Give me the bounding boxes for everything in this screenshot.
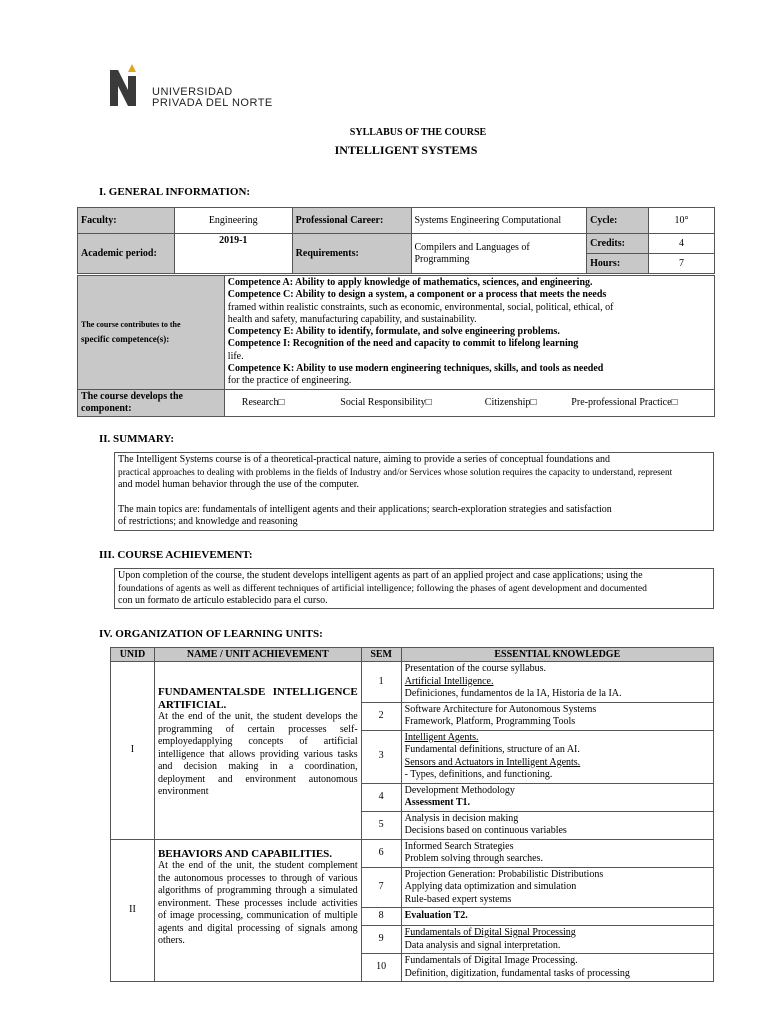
week-number: 5 <box>361 811 401 839</box>
requirements-label: Requirements: <box>292 234 411 274</box>
competence-e: Competency E: Ability to identify, formulate, and solve engineering problems. <box>227 326 560 338</box>
faculty-value: Engineering <box>174 208 292 234</box>
component-research-label: Research <box>241 397 279 409</box>
units-table <box>110 647 714 982</box>
checkbox-icon: □ <box>278 397 285 409</box>
credits-value: 4 <box>649 234 715 254</box>
unit-id: I <box>111 662 155 840</box>
week-content <box>401 702 713 730</box>
summary-line2: practical approaches to dealing with problems in the fields of Industry and/or Services whose solution requires the capacity to understand, represent <box>118 467 673 478</box>
knowledge-line: Decisions based on continuous variables <box>404 825 567 836</box>
general-info-heading: I. GENERAL INFORMATION: <box>99 186 251 198</box>
week-number: 7 <box>361 867 401 908</box>
university-logo-icon <box>106 62 146 108</box>
career-label: Professional Career: <box>292 208 411 234</box>
competence-i: Competence I: Recognition of the need and capacity to commit to lifelong learning <box>227 338 579 350</box>
component-citizenship-label: Citizenship <box>484 397 531 409</box>
competence-k-cont: for the practice of engineering. <box>227 375 352 387</box>
knowledge-line: Software Architecture for Autonomous Systems <box>404 703 597 715</box>
knowledge-line: Fundamentals of Digital Image Processing. <box>404 955 578 966</box>
knowledge-line: Rule-based expert systems <box>404 893 512 905</box>
course-title: INTELLIGENT SYSTEMS <box>334 143 478 157</box>
competence-label-line2: specific competence(s): <box>81 334 170 345</box>
component-social-label: Social Responsibility <box>340 397 426 409</box>
university-name-line2: PRIVADA DEL NORTE <box>152 97 273 109</box>
knowledge-line: Fundamentals of Digital Signal Processing <box>404 927 576 938</box>
week-content <box>401 839 713 867</box>
component-practice <box>571 397 677 408</box>
week-number: 2 <box>361 702 401 730</box>
competence-label <box>78 276 225 390</box>
week-number: 3 <box>361 730 401 783</box>
summary-line5: of restrictions; and knowledge and reasoning <box>118 516 298 527</box>
week-number: 4 <box>361 783 401 811</box>
component-citizenship <box>485 397 569 408</box>
hours-value: 7 <box>649 254 715 274</box>
cycle-value: 10° <box>649 208 715 234</box>
achievement-heading: III. COURSE ACHIEVEMENT: <box>99 549 253 561</box>
university-name <box>152 87 273 109</box>
competence-c-cont1: framed within realistic constraints, such as economic, environmental, social, political, ethical, of <box>227 301 614 313</box>
knowledge-line: Informed Search Strategies <box>404 840 514 852</box>
unit-id: II <box>111 839 155 982</box>
syllabus-label: SYLLABUS OF THE COURSE <box>349 127 487 138</box>
checkbox-icon: □ <box>671 397 678 409</box>
component-list <box>224 389 714 416</box>
develops-label: The course develops the component: <box>78 389 225 416</box>
col-unid: UNID <box>111 648 155 662</box>
achievement-box <box>114 568 714 609</box>
week-content <box>401 908 713 926</box>
table-row <box>111 662 714 703</box>
week-number: 9 <box>361 926 401 954</box>
knowledge-line: Definiciones, fundamentos de la IA, Historia de la IA. <box>404 688 622 699</box>
knowledge-line: Assessment T1. <box>404 797 471 808</box>
knowledge-line: Evaluation T2. <box>404 910 468 922</box>
knowledge-line: Applying data optimization and simulation <box>404 881 577 892</box>
unit-achievement <box>154 662 361 840</box>
unit-achievement <box>154 839 361 982</box>
competence-a: Competence A: Ability to apply knowledge of mathematics, sciences, and engineering. <box>227 277 593 288</box>
knowledge-line: Problem solving through searches. <box>404 853 543 864</box>
knowledge-line: Projection Generation: Probabilistic Distributions <box>404 868 604 880</box>
col-name: NAME / UNIT ACHIEVEMENT <box>154 648 361 662</box>
week-number: 6 <box>361 839 401 867</box>
period-value: 2019-1 <box>174 234 292 274</box>
summary-line4: The main topics are: fundamentals of intelligent agents and their applications; search-exploration strategies and satisfaction <box>118 503 612 515</box>
knowledge-line: Fundamental definitions, structure of an AI. <box>404 744 580 755</box>
week-number: 8 <box>361 908 401 926</box>
week-content <box>401 662 713 703</box>
component-research <box>228 397 338 408</box>
summary-box <box>114 452 714 531</box>
achievement-line3: con un formato de artículo establecido para el curso. <box>118 595 328 606</box>
week-content <box>401 730 713 783</box>
competence-list <box>224 276 714 390</box>
period-label: Academic period: <box>78 234 175 274</box>
week-number: 1 <box>361 662 401 703</box>
component-practice-label: Pre-professional Practice <box>571 397 672 409</box>
week-content <box>401 926 713 954</box>
credits-label: Credits: <box>587 234 649 254</box>
knowledge-line: Intelligent Agents. <box>404 731 479 743</box>
achievement-line1: Upon completion of the course, the student develops intelligent agents as part of an applied project and case applications; using the <box>118 570 643 581</box>
summary-line3: and model human behavior through the use of the computer. <box>118 479 360 490</box>
col-sem: SEM <box>361 648 401 662</box>
unit-desc: At the end of the unit, the student complement the autonomous processes to through of various algorithms of programming through a simulated environment. These processes include activities of image processing, communication of multiple agents and digital processing of signals among others. <box>157 860 358 946</box>
competence-k: Competence K: Ability to use modern engineering techniques, skills, and tools as needed <box>227 363 604 375</box>
knowledge-line: Definition, digitization, fundamental tasks of processing <box>404 967 630 979</box>
career-value: Systems Engineering Computational <box>411 208 587 234</box>
knowledge-line: Presentation of the course syllabus. <box>404 663 546 674</box>
table-row <box>111 839 714 867</box>
competence-c-cont2: health and safety, manufacturing capability, and sustainability. <box>227 313 477 325</box>
week-content <box>401 783 713 811</box>
knowledge-line: Development Methodology <box>404 784 515 796</box>
knowledge-line: - Types, definitions, and functioning. <box>404 769 553 780</box>
unit-title: BEHAVIORS AND CAPABILITIES. <box>157 847 333 860</box>
knowledge-line: Data analysis and signal interpretation. <box>404 939 561 951</box>
competence-table <box>77 275 715 417</box>
component-social <box>340 397 482 408</box>
unit-desc: At the end of the unit, the student develops the programming of certain processes self-employedapplying concepts of artificial intelligence that allows providing various tasks and decision making in a coordination, deployment and environment autonomous environment <box>157 711 358 797</box>
competence-label-line1: The course contributes to the <box>81 320 181 330</box>
week-number: 10 <box>361 954 401 982</box>
checkbox-icon: □ <box>530 397 537 409</box>
requirements-value: Compilers and Languages of Programming <box>411 234 587 274</box>
knowledge-line: Sensors and Actuators in Intelligent Agents. <box>404 756 581 768</box>
knowledge-line: Artificial Intelligence. <box>404 675 494 687</box>
unit-title: FUNDAMENTALSDE INTELLIGENCE ARTIFICIAL. <box>157 686 358 711</box>
knowledge-line: Framework, Platform, Programming Tools <box>404 716 576 727</box>
knowledge-line: Analysis in decision making <box>404 812 519 824</box>
competence-c: Competence C: Ability to design a system, a component or a process that meets the needs <box>227 289 607 301</box>
cycle-label: Cycle: <box>587 208 649 234</box>
col-knowledge: ESSENTIAL KNOWLEDGE <box>401 648 713 662</box>
summary-heading: II. SUMMARY: <box>99 433 174 445</box>
achievement-line2: foundations of agents as well as different techniques of artificial intelligence; following the phases of agent development and documented <box>118 582 647 594</box>
hours-label: Hours: <box>587 254 649 274</box>
units-heading: IV. ORGANIZATION OF LEARNING UNITS: <box>99 628 323 640</box>
competence-i-cont: life. <box>227 350 244 362</box>
checkbox-icon: □ <box>425 397 432 409</box>
week-content <box>401 811 713 839</box>
general-info-table <box>77 207 715 274</box>
summary-line1: The Intelligent Systems course is of a theoretical-practical nature, aiming to provide a series of conceptual foundations and <box>118 454 611 465</box>
week-content <box>401 867 713 908</box>
week-content <box>401 954 713 982</box>
faculty-label: Faculty: <box>78 208 175 234</box>
university-name-line1: UNIVERSIDAD <box>152 86 233 98</box>
